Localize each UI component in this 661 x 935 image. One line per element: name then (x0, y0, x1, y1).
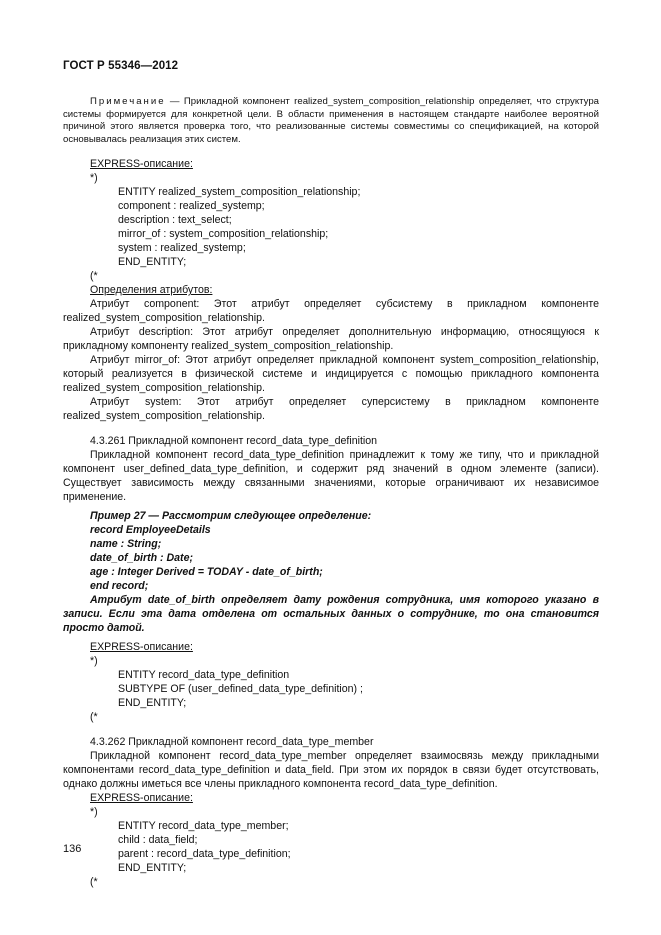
attribute-definition: Атрибут description: Этот атрибут определяет дополнительную информацию, относящуюся к прикладному компоненту realized_system_composition_relationship. (63, 326, 599, 353)
page-number: 136 (63, 843, 82, 855)
express-close-1: (* (90, 270, 98, 283)
note-paragraph (63, 96, 599, 146)
express-label-1: EXPRESS-описание: (90, 158, 193, 171)
attribute-definition: Атрибут component: Этот атрибут определяет субсистему в прикладном компоненте realized_system_composition_relationship. (63, 298, 599, 325)
section-heading-261: 4.3.261 Прикладной компонент record_data_type_definition (90, 435, 378, 448)
section-text-261: Прикладной компонент record_data_type_definition принадлежит к тому же типу, что и прикладной компонент user_defined_data_type_definition, и содержит ряд значений в одном элементе (записи). Существует зависимость между связанными значениями, которые ограничивают их независимое применение. (63, 449, 599, 504)
code-line: parent : record_data_type_definition; (118, 848, 291, 861)
express-label-3: EXPRESS-описание: (90, 792, 193, 805)
attribute-definition: Атрибут system: Этот атрибут определяет суперсистему в прикладном компоненте realized_system_composition_relationship. (63, 396, 599, 423)
code-line: description : text_select; (118, 214, 232, 227)
code-line: mirror_of : system_composition_relationship; (118, 228, 329, 241)
example-line: age : Integer Derived = TODAY - date_of_birth; (90, 566, 323, 579)
code-line: component : realized_systemp; (118, 200, 265, 213)
code-line: child : data_field; (118, 834, 198, 847)
example-note: Атрибут date_of_birth определяет дату рождения сотрудника, имя которого указано в записи. Если эта дата отделена от остальных данных о сотруднике, то она становится просто датой. (63, 594, 599, 635)
express-label-2: EXPRESS-описание: (90, 641, 193, 654)
express-open-2: *) (90, 655, 98, 668)
document-header: ГОСТ Р 55346—2012 (63, 60, 179, 72)
note-text: — Прикладной компонент realized_system_composition_relationship определяет, что структура системы формируется для конкретной цели. В области применения в настоящем стандарте наиболее вероятной причиной этого является проверка того, что реализованные системы совместимы со спецификацией, на которой основывалась реализация этих систем. (63, 96, 599, 145)
attribute-definition: Атрибут mirror_of: Этот атрибут определяет прикладной компонент system_composition_relationship, который реализуется в физической системе и индицируется с помощью прикладного компонента realized_system_composition_relationship. (63, 354, 599, 395)
example-line: name : String; (90, 538, 162, 551)
example-line: end record; (90, 580, 149, 593)
code-line: ENTITY record_data_type_definition (118, 669, 290, 682)
example-line: record EmployeeDetails (90, 524, 211, 537)
code-line: END_ENTITY; (118, 256, 187, 269)
attribute-definitions-label: Определения атрибутов: (90, 284, 213, 297)
section-heading-262: 4.3.262 Прикладной компонент record_data_type_member (90, 736, 374, 749)
code-line: SUBTYPE OF (user_defined_data_type_definition) ; (118, 683, 363, 696)
express-open-3: *) (90, 806, 98, 819)
example-line: Пример 27 — Рассмотрим следующее определение: (90, 510, 372, 523)
code-line: END_ENTITY; (118, 697, 187, 710)
code-line: ENTITY realized_system_composition_relationship; (118, 186, 361, 199)
code-line: system : realized_systemp; (118, 242, 246, 255)
code-line: ENTITY record_data_type_member; (118, 820, 289, 833)
section-text-262: Прикладной компонент record_data_type_member определяет взаимосвязь между прикладными компонентами record_data_type_definition и data_field. При этом их порядок в связи будет отсутствовать, однако должны иметься все члены прикладного компонента record_data_type_definition. (63, 750, 599, 791)
express-close-2: (* (90, 711, 98, 724)
code-line: END_ENTITY; (118, 862, 187, 875)
note-label: Примечание (90, 96, 166, 107)
express-open-1: *) (90, 172, 98, 185)
example-line: date_of_birth : Date; (90, 552, 194, 565)
express-close-3: (* (90, 876, 98, 889)
page-content (63, 96, 599, 889)
